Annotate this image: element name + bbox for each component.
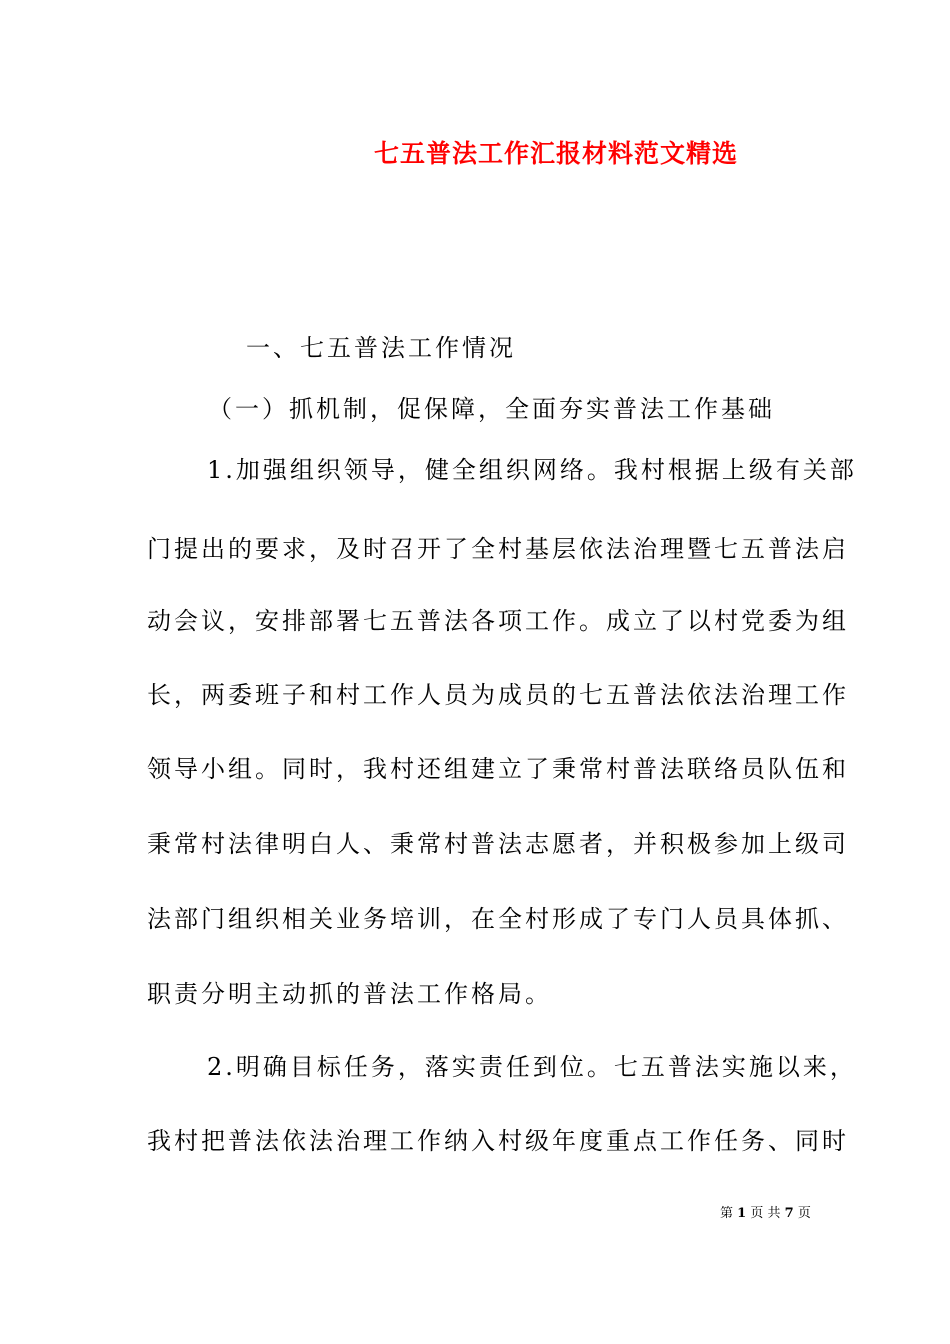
document-title: 七五普法工作汇报材料范文精选: [374, 139, 739, 168]
section-heading: 一、七五普法工作情况: [246, 334, 516, 362]
subsection-heading: （一）抓机制，促保障，全面夯实普法工作基础: [208, 395, 775, 423]
footer-current-page: 1: [737, 1206, 747, 1221]
footer-middle: 页 共: [750, 1206, 781, 1221]
body-line: 2.明确目标任务，落实责任到位。七五普法实施以来，: [207, 1053, 857, 1081]
body-line: 秉常村法律明白人、秉常村普法志愿者，并积极参加上级司: [147, 830, 849, 858]
body-line: 法部门组织相关业务培训，在全村形成了专门人员具体抓、: [147, 905, 849, 933]
footer-total-pages: 7: [784, 1206, 794, 1221]
body-line: 领导小组。同时，我村还组建立了秉常村普法联络员队伍和: [147, 755, 849, 783]
body-line: 1.加强组织领导，健全组织网络。我村根据上级有关部: [207, 456, 857, 484]
body-line: 长，两委班子和村工作人员为成员的七五普法依法治理工作: [147, 681, 849, 709]
page-footer: [720, 1202, 811, 1221]
footer-prefix: 第: [720, 1206, 734, 1221]
body-line: 动会议，安排部署七五普法各项工作。成立了以村党委为组: [147, 607, 849, 635]
body-line: 我村把普法依法治理工作纳入村级年度重点工作任务、同时: [147, 1127, 849, 1155]
body-line: 门提出的要求，及时召开了全村基层依法治理暨七五普法启: [147, 535, 849, 563]
body-line: 职责分明主动抓的普法工作格局。: [147, 980, 552, 1008]
footer-suffix: 页: [797, 1206, 811, 1221]
